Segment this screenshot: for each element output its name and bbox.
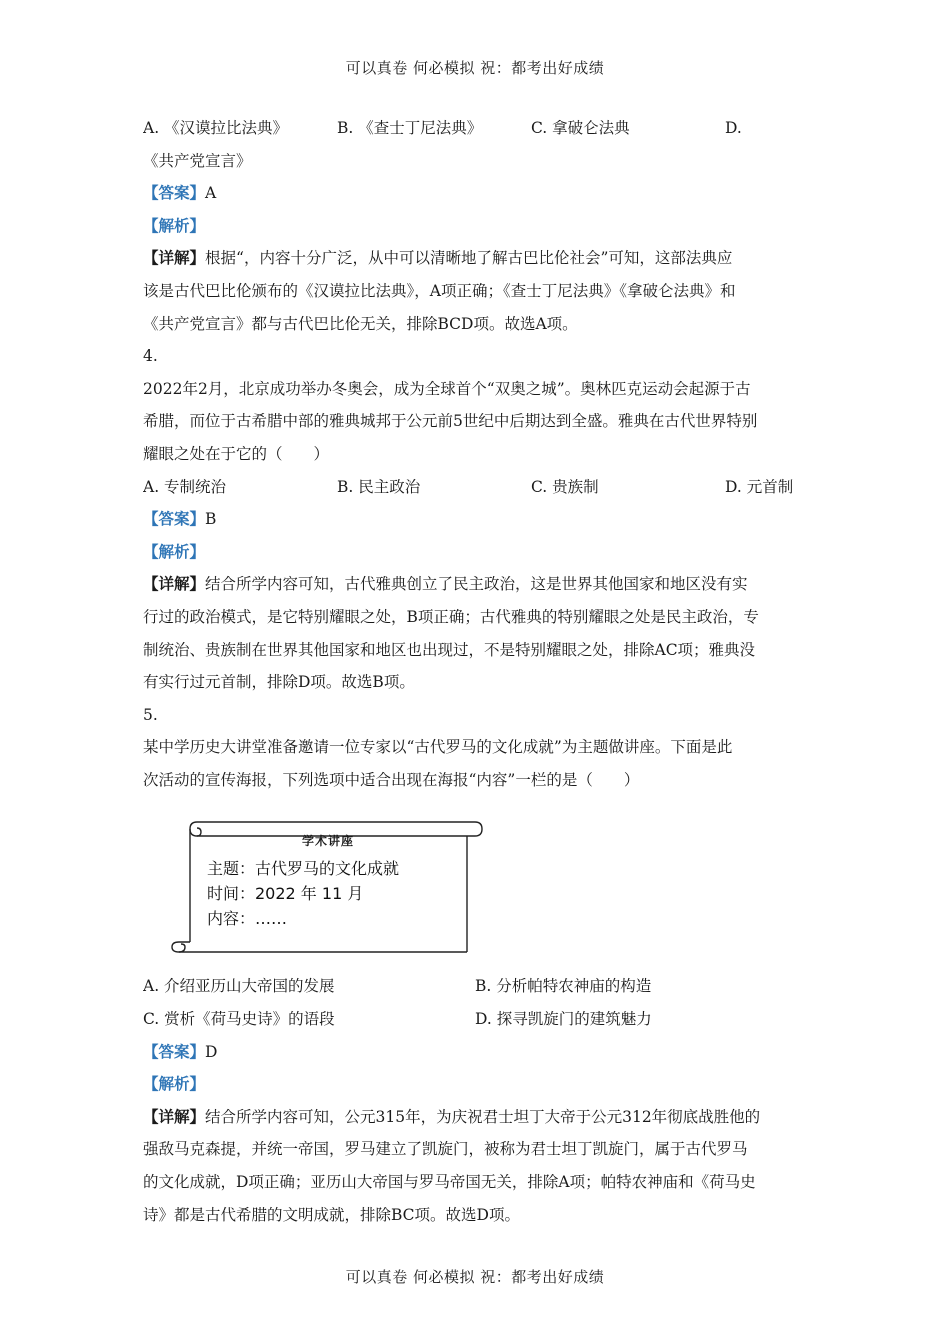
q5-detail-line: 强敌马克森提，并统一帝国，罗马建立了凯旋门，被称为君士坦丁凯旋门，属于古代罗马 xyxy=(143,1140,748,1159)
q5-options-row xyxy=(143,970,807,1003)
answer-tag: 【答案】 xyxy=(143,509,206,529)
poster-title: 学术讲座 xyxy=(301,834,354,849)
q5-detail-line: 的文化成就，D项正确；亚历山大帝国与罗马帝国无关，排除A项；帕特农神庙和《荷马史 xyxy=(143,1173,756,1192)
q3-option-d-text: 《共产党宣言》 xyxy=(143,151,252,170)
detail-tag: 【详解】 xyxy=(143,574,206,594)
page-footer: 可以真卷 何必模拟 祝：都考出好成绩 xyxy=(345,1268,605,1286)
detail-tag: 【详解】 xyxy=(143,248,206,268)
q3-option-c: C. 拿破仑法典 xyxy=(531,119,630,137)
lecture-poster xyxy=(157,810,487,960)
answer-value: A xyxy=(205,184,217,203)
q4-answer xyxy=(143,503,807,536)
q5-option-c: C. 赏析《荷马史诗》的语段 xyxy=(143,1010,335,1029)
q3-option-b: B. 《查士丁尼法典》 xyxy=(337,119,483,137)
q4-options xyxy=(143,471,807,504)
answer-value: B xyxy=(205,510,217,529)
q4-option-b: B. 民主政治 xyxy=(337,477,421,496)
q5-detail-line: 诗》都是古代希腊的文明成就，排除BC项。故选D项。 xyxy=(143,1205,520,1224)
q5-answer xyxy=(143,1036,807,1069)
q4-option-a: A. 专制统治 xyxy=(143,477,227,496)
q3-option-a: A. 《汉谟拉比法典》 xyxy=(143,119,289,137)
q4-detail-line xyxy=(143,568,807,601)
q3-detail-line xyxy=(143,242,807,275)
q5-option-a: A. 介绍亚历山大帝国的发展 xyxy=(143,977,335,996)
detail-tag: 【详解】 xyxy=(143,1106,206,1126)
q3-detail-line: 该是古代巴比伦颁布的《汉谟拉比法典》，A项正确；《查士丁尼法典》《拿破仑法典》和 xyxy=(143,281,736,300)
analysis-tag: 【解析】 xyxy=(143,1074,206,1094)
poster-time: 时间：2022 年 11 月 xyxy=(207,884,364,904)
analysis-tag: 【解析】 xyxy=(143,541,206,561)
q5-number: 5. xyxy=(143,705,158,724)
q3-answer xyxy=(143,177,807,210)
q4-analysis xyxy=(143,536,807,569)
q4-stem-line: 耀眼之处在于它的（ ） xyxy=(143,444,330,463)
detail-text: 结合所学内容可知，古代雅典创立了民主政治，这是世界其他国家和地区没有实 xyxy=(205,575,748,594)
q5-analysis xyxy=(143,1068,807,1101)
q5-options-row xyxy=(143,1003,807,1036)
q5-option-b: B. 分析帕特农神庙的构造 xyxy=(475,977,652,996)
q4-detail-line: 制统治、贵族制在世界其他国家和地区也出现过，不是特别耀眼之处，排除AC项；雅典没 xyxy=(143,640,756,659)
q4-option-c: C. 贵族制 xyxy=(531,477,599,496)
q3-detail-line: 《共产党宣言》都与古代巴比伦无关，排除BCD项。故选A项。 xyxy=(143,314,578,333)
q4-detail-line: 行过的政治模式，是它特别耀眼之处，B项正确；古代雅典的特别耀眼之处是民主政治，专 xyxy=(143,607,759,626)
detail-text: 结合所学内容可知，公元315年，为庆祝君士坦丁大帝于公元312年彻底战胜他的 xyxy=(205,1107,761,1126)
answer-value: D xyxy=(205,1042,218,1061)
q3-options xyxy=(143,112,807,145)
q4-option-d: D. 元首制 xyxy=(725,477,794,496)
answer-tag: 【答案】 xyxy=(143,183,206,203)
q3-option-d: D. xyxy=(725,119,742,137)
detail-text: 根据“，内容十分广泛，从中可以清晰地了解古巴比伦社会”可知，这部法典应 xyxy=(205,249,733,268)
page-header: 可以真卷 何必模拟 祝：都考出好成绩 xyxy=(345,59,605,77)
analysis-tag: 【解析】 xyxy=(143,215,206,235)
q4-number: 4. xyxy=(143,347,158,366)
poster-topic: 主题：古代罗马的文化成就 xyxy=(207,859,400,879)
q4-stem-line: 希腊，而位于古希腊中部的雅典城邦于公元前5世纪中后期达到全盛。雅典在古代世界特别 xyxy=(143,412,758,431)
answer-tag: 【答案】 xyxy=(143,1041,206,1061)
q4-stem-line: 2022年2月，北京成功举办冬奥会，成为全球首个“双奥之城”。奥林匹克运动会起源于古 xyxy=(143,379,751,398)
q5-option-d: D. 探寻凯旋门的建筑魅力 xyxy=(475,1010,652,1029)
q5-stem-line: 某中学历史大讲堂准备邀请一位专家以“古代罗马的文化成就”为主题做讲座。下面是此 xyxy=(143,738,733,757)
q3-analysis xyxy=(143,210,807,243)
q5-detail-line xyxy=(143,1101,807,1134)
q5-stem-line: 次活动的宣传海报，下列选项中适合出现在海报“内容”一栏的是（ ） xyxy=(143,770,640,789)
document-body xyxy=(143,112,807,1231)
poster-content: 内容：…… xyxy=(207,909,288,929)
q4-detail-line: 有实行过元首制，排除D项。故选B项。 xyxy=(143,673,415,692)
